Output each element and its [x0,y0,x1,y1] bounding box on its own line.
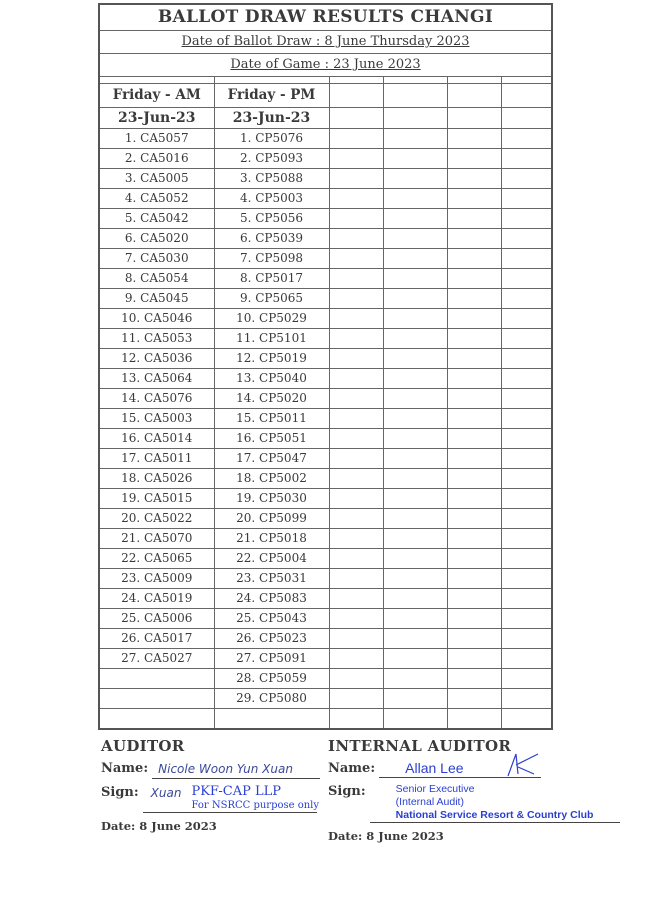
pm-result-cell: 15. CP5011 [214,409,329,429]
empty-cell [383,489,447,509]
empty-cell [501,189,551,209]
empty-cell [383,589,447,609]
empty-cell [501,489,551,509]
pm-result-cell: 22. CP5004 [214,549,329,569]
am-result-cell: 4. CA5052 [100,189,214,209]
empty-cell [329,649,383,669]
empty-cell [383,689,447,709]
ballot-draw-date [100,31,551,54]
ballot-results-sheet [98,3,553,730]
internal-auditor-name-label: Name: [328,761,376,776]
empty-cell [501,389,551,409]
pm-date-header: 23-Jun-23 [214,108,329,129]
pm-result-cell: 18. CP5002 [214,469,329,489]
empty-cell [329,329,383,349]
am-date-header: 23-Jun-23 [100,108,214,129]
pm-result-cell: 19. CP5030 [214,489,329,509]
am-result-cell: 2. CA5016 [100,149,214,169]
am-result-cell: 3. CA5005 [100,169,214,189]
empty-cell [329,189,383,209]
internal-auditor-heading: INTERNAL AUDITOR [328,737,512,755]
empty-cell [383,129,447,149]
auditor-block [101,737,323,833]
table-row [100,609,551,629]
document-title: BALLOT DRAW RESULTS CHANGI [100,5,551,31]
empty-cell [329,229,383,249]
empty-cell [501,529,551,549]
empty-cell [447,589,501,609]
am-result-cell: 6. CA5020 [100,229,214,249]
pm-result-cell: 9. CP5065 [214,289,329,309]
table-row [100,289,551,309]
empty-cell [501,269,551,289]
empty-cell [501,469,551,489]
empty-cell [383,149,447,169]
empty-cell [383,369,447,389]
auditor-date: Date: 8 June 2023 [101,819,217,833]
am-result-cell: 25. CA5006 [100,609,214,629]
empty-cell [383,269,447,289]
empty-cell [329,389,383,409]
am-result-cell: 10. CA5046 [100,309,214,329]
empty-cell [501,289,551,309]
empty-cell [447,209,501,229]
am-result-cell: 13. CA5064 [100,369,214,389]
empty-cell [501,609,551,629]
auditor-signature: Xuan [150,786,182,800]
table-row [100,369,551,389]
pm-result-cell: 26. CP5023 [214,629,329,649]
table-row [100,329,551,349]
internal-auditor-date: Date: 8 June 2023 [328,829,444,843]
game-date-text: Date of Game : 23 June 2023 [230,57,421,72]
table-row [100,549,551,569]
am-result-cell: 14. CA5076 [100,389,214,409]
empty-cell [501,409,551,429]
empty-cell [329,569,383,589]
empty-cell [329,129,383,149]
pm-result-cell: 6. CP5039 [214,229,329,249]
empty-cell [383,409,447,429]
pm-result-cell: 8. CP5017 [214,269,329,289]
pm-result-cell: 25. CP5043 [214,609,329,629]
am-result-cell: 17. CA5011 [100,449,214,469]
empty-cell [447,629,501,649]
empty-cell [329,309,383,329]
pm-result-cell: 23. CP5031 [214,569,329,589]
auditor-stamp-note: For NSRCC purpose only [191,800,320,811]
empty-cell [501,369,551,389]
table-row [100,529,551,549]
table-row [100,669,551,689]
empty-cell [501,129,551,149]
empty-cell [329,509,383,529]
auditor-name: Nicole Woon Yun Xuan [158,762,293,776]
empty-cell [447,389,501,409]
pm-result-cell: 14. CP5020 [214,389,329,409]
empty-cell [501,169,551,189]
table-row [100,189,551,209]
am-result-cell: 7. CA5030 [100,249,214,269]
empty-cell [329,549,383,569]
pm-result-cell: 3. CP5088 [214,169,329,189]
empty-cell [501,629,551,649]
internal-auditor-title: Senior Executive [395,783,475,795]
empty-cell [383,429,447,449]
am-result-cell: 8. CA5054 [100,269,214,289]
pm-result-cell: 1. CP5076 [214,129,329,149]
am-result-cell: 18. CA5026 [100,469,214,489]
empty-cell [383,449,447,469]
am-result-cell: 22. CA5065 [100,549,214,569]
table-row [100,389,551,409]
empty-cell [501,449,551,469]
table-row [100,489,551,509]
table-row [100,429,551,449]
pm-result-cell: 4. CP5003 [214,189,329,209]
table-row [100,349,551,369]
empty-cell [447,369,501,389]
am-result-cell: 12. CA5036 [100,349,214,369]
pm-result-cell: 7. CP5098 [214,249,329,269]
table-row [100,469,551,489]
am-result-cell: 19. CA5015 [100,489,214,509]
table-row [100,249,551,269]
table-row [100,569,551,589]
game-date [100,54,551,77]
empty-cell [447,329,501,349]
internal-auditor-organisation: National Service Resort & Country Club [395,809,594,821]
empty-cell [447,709,501,729]
empty-cell [447,169,501,189]
empty-cell [501,209,551,229]
pm-result-cell: 16. CP5051 [214,429,329,449]
am-result-cell: 5. CA5042 [100,209,214,229]
table-row [100,129,551,149]
empty-cell [329,589,383,609]
pm-result-cell [214,709,329,729]
empty-cell [329,469,383,489]
table-row [100,709,551,729]
empty-cell [447,269,501,289]
empty-cell [501,349,551,369]
table-row [100,169,551,189]
signature-scribble-icon [504,750,544,780]
empty-cell [501,669,551,689]
empty-cell [383,349,447,369]
pm-result-cell: 10. CP5029 [214,309,329,329]
empty-cell [329,709,383,729]
empty-cell [383,389,447,409]
pm-result-cell: 28. CP5059 [214,669,329,689]
pm-result-cell: 5. CP5056 [214,209,329,229]
empty-cell [329,489,383,509]
empty-cell [501,589,551,609]
auditor-heading: AUDITOR [101,737,185,755]
empty-cell [383,709,447,729]
empty-cell [447,549,501,569]
empty-cell [501,689,551,709]
empty-cell [329,369,383,389]
results-table [100,77,551,728]
empty-cell [447,529,501,549]
empty-cell [383,329,447,349]
empty-cell [447,669,501,689]
empty-cell [447,349,501,369]
empty-cell [329,609,383,629]
empty-cell [447,129,501,149]
date-header-row [100,108,551,129]
table-row [100,409,551,429]
empty-cell [329,149,383,169]
empty-cell [383,189,447,209]
am-result-cell: 21. CA5070 [100,529,214,549]
pm-result-cell: 12. CP5019 [214,349,329,369]
am-result-cell: 16. CA5014 [100,429,214,449]
pm-result-cell: 20. CP5099 [214,509,329,529]
pm-result-cell: 2. CP5093 [214,149,329,169]
table-row [100,509,551,529]
internal-auditor-sign-label: Sign: [328,784,366,799]
pm-result-cell: 11. CP5101 [214,329,329,349]
am-result-cell: 24. CA5019 [100,589,214,609]
empty-cell [447,429,501,449]
am-result-cell: 11. CA5053 [100,329,214,349]
empty-cell [329,529,383,549]
empty-cell [501,569,551,589]
empty-cell [501,229,551,249]
empty-cell [329,169,383,189]
am-result-cell: 26. CA5017 [100,629,214,649]
am-result-cell [100,689,214,709]
empty-cell [501,509,551,529]
empty-cell [383,169,447,189]
empty-cell [447,409,501,429]
table-row [100,269,551,289]
empty-cell [447,689,501,709]
empty-cell [383,229,447,249]
pm-result-cell: 17. CP5047 [214,449,329,469]
empty-cell [329,629,383,649]
am-result-cell [100,709,214,729]
pm-session-header: Friday - PM [214,84,329,108]
empty-cell [447,489,501,509]
empty-cell [447,149,501,169]
empty-cell [501,549,551,569]
empty-cell [447,609,501,629]
empty-cell [447,249,501,269]
am-result-cell: 1. CA5057 [100,129,214,149]
pm-result-cell: 29. CP5080 [214,689,329,709]
pm-result-cell: 27. CP5091 [214,649,329,669]
empty-cell [329,249,383,269]
table-row [100,589,551,609]
empty-cell [383,649,447,669]
am-result-cell: 23. CA5009 [100,569,214,589]
empty-cell [447,309,501,329]
empty-cell [447,189,501,209]
empty-cell [501,649,551,669]
empty-cell [383,669,447,689]
am-result-cell: 9. CA5045 [100,289,214,309]
pm-result-cell: 24. CP5083 [214,589,329,609]
am-result-cell: 20. CA5022 [100,509,214,529]
empty-cell [447,449,501,469]
empty-cell [501,329,551,349]
auditor-sign-label: Sign: [101,785,139,800]
session-header-row [100,84,551,108]
empty-cell [501,429,551,449]
empty-cell [447,229,501,249]
empty-cell [329,689,383,709]
internal-auditor-block [328,737,628,843]
pm-result-cell: 13. CP5040 [214,369,329,389]
empty-cell [447,289,501,309]
table-row [100,209,551,229]
empty-cell [501,709,551,729]
empty-cell [383,569,447,589]
table-row [100,229,551,249]
table-row [100,309,551,329]
am-session-header: Friday - AM [100,84,214,108]
table-row [100,449,551,469]
empty-cell [447,469,501,489]
empty-cell [329,269,383,289]
empty-cell [329,409,383,429]
empty-cell [383,249,447,269]
auditor-stamp-company: PKF-CAP LLP [191,784,281,799]
table-row [100,649,551,669]
empty-cell [447,649,501,669]
empty-cell [383,609,447,629]
empty-cell [329,669,383,689]
empty-cell [383,629,447,649]
table-row [100,149,551,169]
auditor-name-label: Name: [101,761,149,776]
empty-cell [501,249,551,269]
empty-cell [447,569,501,589]
empty-cell [329,449,383,469]
empty-cell [383,309,447,329]
empty-cell [501,309,551,329]
empty-cell [383,549,447,569]
internal-auditor-department: (Internal Audit) [395,796,464,808]
table-row [100,689,551,709]
empty-cell [329,209,383,229]
empty-cell [383,529,447,549]
am-result-cell: 27. CA5027 [100,649,214,669]
empty-cell [383,469,447,489]
am-result-cell: 15. CA5003 [100,409,214,429]
empty-cell [447,509,501,529]
am-result-cell [100,669,214,689]
empty-cell [383,209,447,229]
internal-auditor-name: Allan Lee [405,760,464,776]
table-row [100,629,551,649]
empty-cell [329,429,383,449]
empty-cell [383,289,447,309]
pm-result-cell: 21. CP5018 [214,529,329,549]
ballot-draw-date-text: Date of Ballot Draw : 8 June Thursday 2023 [181,34,470,49]
empty-cell [501,149,551,169]
empty-cell [329,349,383,369]
empty-cell [329,289,383,309]
empty-cell [383,509,447,529]
